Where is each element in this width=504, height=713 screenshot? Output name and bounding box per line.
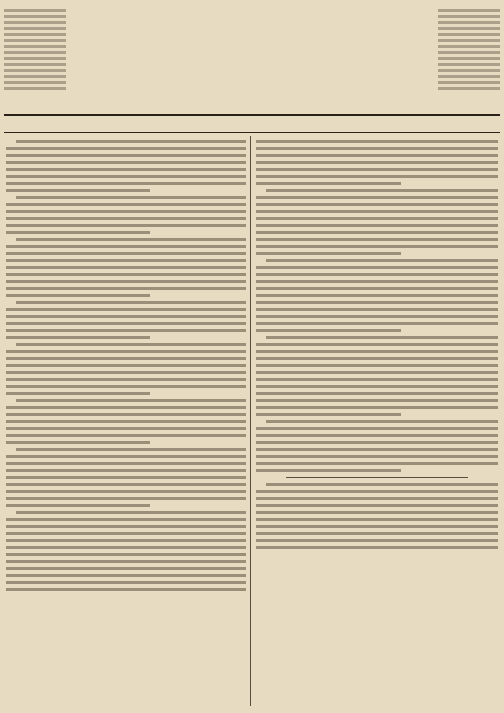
article-paragraph [6, 448, 246, 507]
article-paragraph [256, 483, 498, 549]
article-paragraph [6, 511, 246, 591]
article-paragraph [6, 399, 246, 444]
article-paragraph [256, 189, 498, 255]
article-paragraph [6, 301, 246, 339]
masthead [0, 0, 504, 132]
right-ear-notice [438, 6, 500, 124]
issue-bar [4, 114, 500, 133]
article-paragraph [256, 140, 498, 185]
article-paragraph [6, 140, 246, 192]
article-paragraph [6, 196, 246, 234]
article-paragraph [256, 259, 498, 332]
section-rule [286, 477, 468, 478]
article-paragraph [6, 238, 246, 297]
right-column [256, 136, 498, 706]
left-column [6, 136, 246, 706]
article-paragraph [256, 420, 498, 472]
column-divider [250, 136, 251, 706]
article-paragraph [6, 343, 246, 395]
article-paragraph [256, 336, 498, 416]
left-ear-notice [4, 6, 66, 124]
